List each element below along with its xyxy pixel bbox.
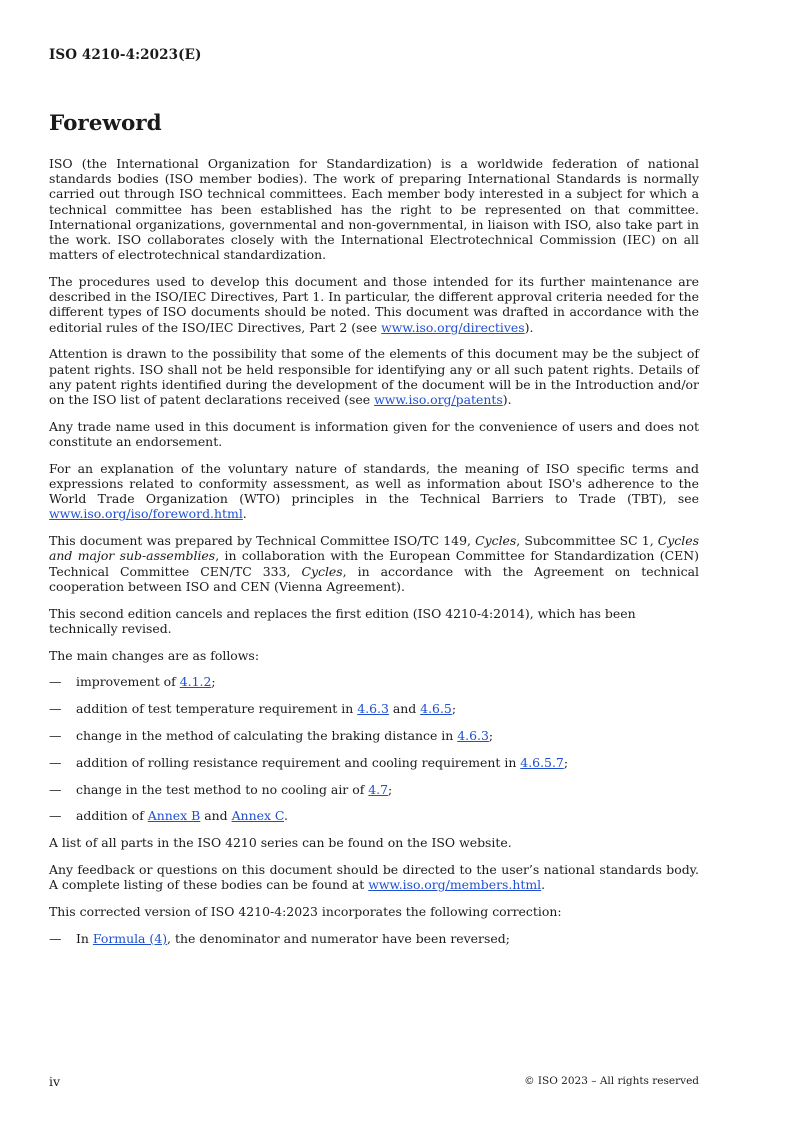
paragraph-edition: This second edition cancels and replaces the first edition (ISO 4210-4:2014), which has been technically revised. bbox=[49, 605, 636, 636]
paragraph-end: . bbox=[541, 877, 546, 893]
paragraph-changes-intro: The main changes are as follows: bbox=[49, 647, 260, 663]
committee-italic: Cycles and major sub-assemblies bbox=[49, 533, 699, 564]
annex-link[interactable]: Annex C bbox=[231, 808, 284, 824]
text: ; bbox=[563, 754, 569, 770]
clause-link[interactable]: 4.1.2 bbox=[179, 674, 212, 690]
paragraph-end: ). bbox=[502, 392, 512, 408]
clause-link[interactable]: 4.6.5 bbox=[420, 701, 452, 717]
committee-italic: Cycles bbox=[475, 533, 517, 549]
paragraph-voluntary bbox=[49, 461, 699, 522]
dash-bullet: — bbox=[49, 701, 62, 717]
text: In bbox=[76, 930, 93, 946]
paragraph-text: Any feedback or questions on this document should be directed to the user’s national standards body. A complete listing of these bodies can be found at bbox=[49, 862, 699, 893]
list-item-text bbox=[76, 808, 288, 823]
committee-text: This document was prepared by Technical Committee ISO/TC 149, bbox=[49, 533, 476, 549]
copyright-notice: © ISO 2023 – All rights reserved bbox=[524, 1075, 699, 1087]
paragraph-text: The procedures used to develop this document and those intended for its further maintenance are described in the ISO/IEC Directives, Part 1. In particular, the different approval criteria needed for the different types of ISO documents should be noted. This document was drafted in accordance with the editorial rules of the ISO/IEC Directives, Part 2 (see bbox=[49, 274, 699, 335]
paragraph-end: . bbox=[242, 506, 247, 522]
text: and bbox=[200, 808, 232, 824]
committee-text: , in accordance with the Agreement on technical cooperation between ISO and CEN (Vienna Agreement). bbox=[49, 563, 699, 594]
page-title: Foreword bbox=[49, 111, 162, 136]
dash-bullet: — bbox=[49, 674, 62, 690]
list-item-text bbox=[76, 755, 568, 770]
paragraph-text: Attention is drawn to the possibility that some of the elements of this document may be the subject of patent rights. ISO shall not be held responsible for identifying any or all such patent rights. Details of any patent rights identified during the development of the document will be in the Introduction and/or on the ISO list of patent declarations received (see bbox=[49, 346, 699, 408]
foreword-link[interactable]: www.iso.org/iso/foreword.html bbox=[49, 506, 243, 522]
list-item-change bbox=[49, 728, 699, 743]
committee-text: , Subcommittee SC 1, bbox=[516, 533, 658, 549]
list-item-text bbox=[76, 782, 392, 797]
dash-bullet: — bbox=[49, 808, 62, 824]
clause-link[interactable]: 4.6.3 bbox=[457, 728, 489, 744]
paragraph-procedures bbox=[49, 274, 699, 335]
clause-link[interactable]: 4.6.5.7 bbox=[520, 754, 564, 770]
committee-text: , in collaboration with the European Committee for Standardization (CEN) Technical Committee CEN/TC 333, bbox=[49, 548, 699, 579]
text: . bbox=[283, 808, 288, 824]
text: addition of rolling resistance requirement and cooling requirement in bbox=[76, 754, 521, 770]
dash-bullet: — bbox=[49, 754, 62, 770]
committee-italic: Cycles bbox=[301, 563, 343, 579]
text: change in the test method to no cooling air of bbox=[76, 781, 369, 797]
list-item-change bbox=[49, 755, 699, 770]
text: ; bbox=[388, 781, 393, 797]
list-item-change bbox=[49, 782, 699, 797]
list-item-change bbox=[49, 701, 699, 716]
directives-link[interactable]: www.iso.org/directives bbox=[381, 319, 525, 335]
paragraph-committee bbox=[49, 533, 699, 594]
patents-link[interactable]: www.iso.org/patents bbox=[374, 392, 503, 408]
text: ; bbox=[211, 674, 216, 690]
paragraph-end: ). bbox=[524, 319, 534, 335]
list-item-change bbox=[49, 674, 699, 689]
text: change in the method of calculating the braking distance in bbox=[76, 728, 458, 744]
text: addition of bbox=[76, 808, 148, 824]
list-item-text bbox=[76, 728, 493, 743]
paragraph-trade-name: Any trade name used in this document is information given for the convenience of users and does not constitute an endorsement. bbox=[49, 418, 699, 450]
clause-link[interactable]: 4.6.3 bbox=[357, 701, 389, 717]
text: , the denominator and numerator have been reversed; bbox=[167, 930, 510, 946]
text: ; bbox=[451, 701, 457, 717]
text: improvement of bbox=[76, 674, 180, 690]
annex-link[interactable]: Annex B bbox=[147, 808, 201, 824]
page-number: iv bbox=[49, 1074, 61, 1089]
paragraph-corrected-version: This corrected version of ISO 4210-4:2023 incorporates the following correction: bbox=[49, 904, 562, 920]
paragraph-iso-intro: ISO (the International Organization for Standardization) is a worldwide federation of national standards bodies (ISO member bodies). The work of preparing International Standards is normally carried out through ISO technical committees. Each member body interested in a subject for which a technical committee has been established has the right to be represented on that committee. International organizations, governmental and non-governmental, in liaison with ISO, also take part in the work. ISO collaborates closely with the International Electrotechnical Commission (IEC) on all matters of electrotechnical standardization. bbox=[49, 156, 699, 263]
list-item-text bbox=[76, 674, 216, 689]
paragraph-feedback bbox=[49, 862, 699, 892]
list-item-change bbox=[49, 808, 699, 823]
paragraph-text: For an explanation of the voluntary nature of standards, the meaning of ISO specific terms and expressions related to conformity assessment, as well as information about ISO's adherence to the World Trade Organization (WTO) principles in the Technical Barriers to Trade (TBT), see bbox=[49, 460, 699, 507]
list-item-text bbox=[76, 701, 456, 716]
paragraph-patents bbox=[49, 346, 699, 407]
dash-bullet: — bbox=[49, 781, 62, 797]
formula-link[interactable]: Formula (4) bbox=[92, 930, 168, 946]
members-link[interactable]: www.iso.org/members.html bbox=[368, 877, 542, 893]
paragraph-series: A list of all parts in the ISO 4210 series can be found on the ISO website. bbox=[49, 835, 512, 851]
clause-link[interactable]: 4.7 bbox=[368, 781, 389, 797]
list-item-correction bbox=[49, 931, 699, 946]
text: addition of test temperature requirement in bbox=[76, 701, 358, 717]
list-item-text bbox=[76, 931, 510, 946]
dash-bullet: — bbox=[49, 728, 62, 744]
document-id-header: ISO 4210-4:2023(E) bbox=[49, 47, 202, 63]
foreword-body bbox=[49, 156, 699, 958]
text: ; bbox=[488, 728, 494, 744]
dash-bullet: — bbox=[49, 930, 62, 946]
text: and bbox=[388, 701, 421, 717]
